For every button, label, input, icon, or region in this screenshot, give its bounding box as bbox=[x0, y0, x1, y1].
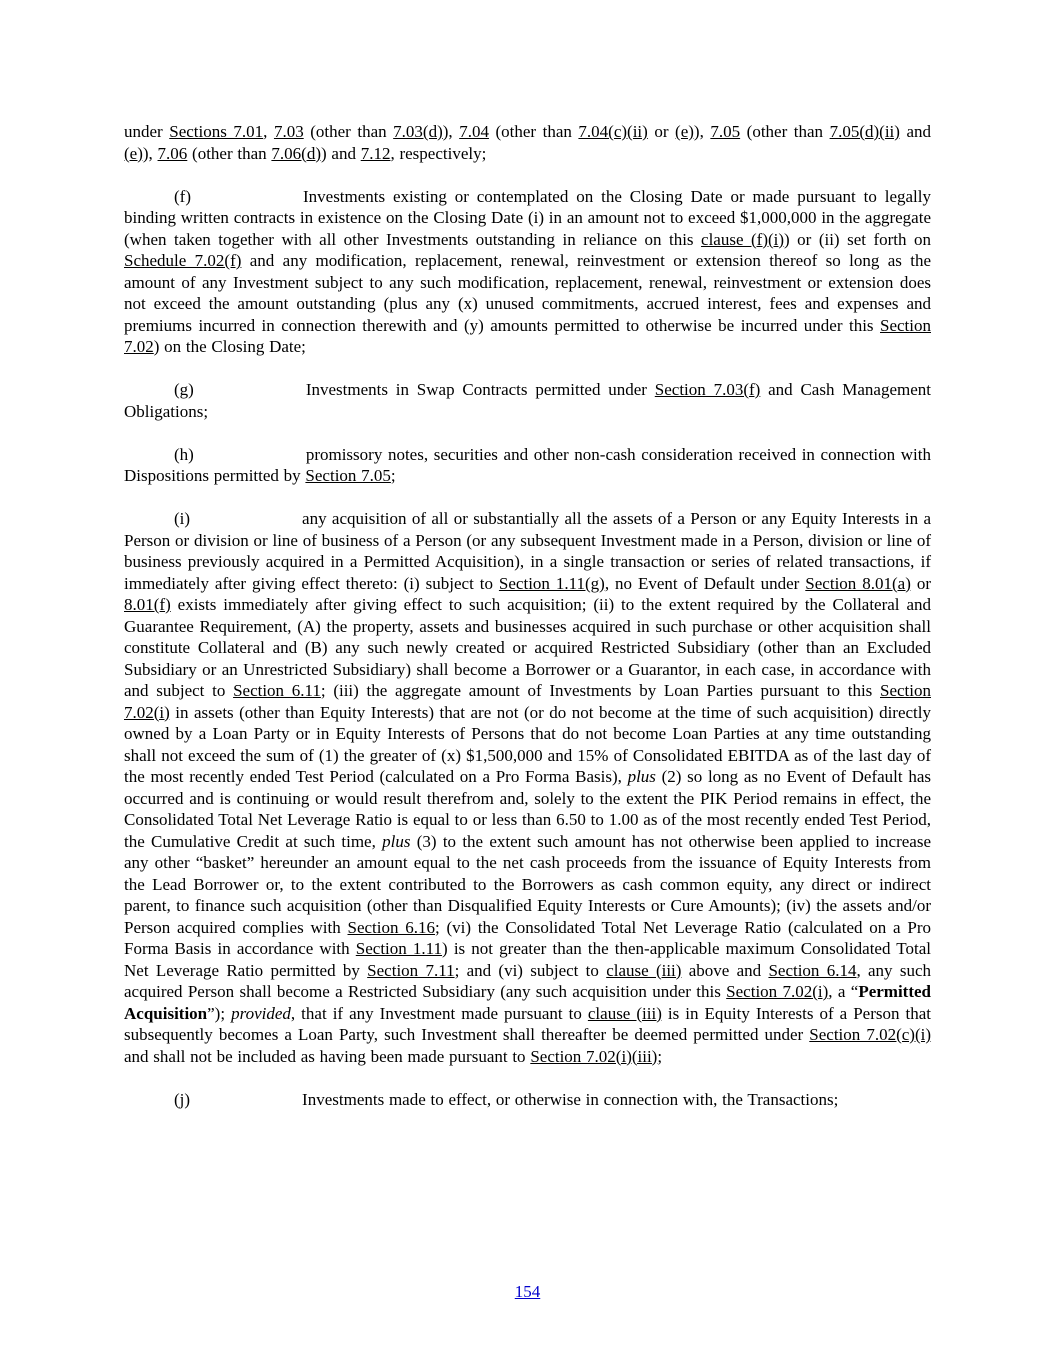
text-run: plus bbox=[382, 831, 411, 851]
text-run: exists immediately after giving effect to such acquisition; (ii) to the extent required by the Collateral and Guarantee Requirement, (A) the property, assets and businesses acquired in such purchase or other acquisition shall constitute Collateral and (B) any such newly created or acquired Restricted Subsidiary (other than an Excluded Subsidiary or an Unrestricted Subsidiary) shall become a Borrower or a Guarantor, in each case, in accordance with and subject to bbox=[124, 595, 931, 700]
page-footer bbox=[0, 1281, 1055, 1302]
section-reference: 7.05(d)(ii) bbox=[829, 122, 900, 141]
section-reference: clause (f)(i) bbox=[701, 229, 785, 249]
section-reference: Section 1.11 bbox=[355, 939, 443, 958]
text-run: ) is not greater than the then-applicable maximum Consolidated Total Net Leverage Ratio permitted by bbox=[124, 939, 931, 980]
paragraph-f bbox=[124, 186, 931, 358]
text-run: (other than bbox=[303, 122, 394, 141]
section-reference: Section 7.02(c)(i) bbox=[809, 1025, 932, 1044]
section-reference: Section 7.02(i) bbox=[726, 982, 829, 1001]
text-run: ) or (ii) set forth on bbox=[784, 229, 931, 249]
section-reference: Section 7.03(f) bbox=[654, 380, 761, 399]
text-run: ) and bbox=[320, 143, 361, 163]
text-run: ”); bbox=[207, 1003, 232, 1023]
paragraph-h bbox=[124, 444, 931, 487]
paragraph-j bbox=[124, 1089, 931, 1111]
section-reference: 7.04 bbox=[459, 122, 489, 141]
text-run: above and bbox=[681, 960, 769, 980]
document-body bbox=[124, 121, 931, 1132]
text-run: ; (iii) the aggregate amount of Investments by Loan Parties pursuant to this bbox=[320, 681, 880, 700]
text-run: (other than bbox=[488, 122, 579, 141]
section-reference: Section 1.11(g) bbox=[498, 573, 605, 593]
paragraph-label: (h) bbox=[174, 444, 194, 464]
section-reference: Section 7.02(i)(iii) bbox=[530, 1046, 658, 1066]
text-run: and bbox=[899, 122, 932, 141]
paragraph-label: (i) bbox=[174, 509, 191, 528]
section-reference: 7.05 bbox=[710, 122, 741, 141]
text-run: , that if any Investment made pursuant to bbox=[290, 1003, 588, 1023]
section-reference: Sections 7.01 bbox=[169, 122, 264, 141]
paragraph-i bbox=[124, 508, 931, 1067]
paragraph-label: (j) bbox=[174, 1089, 191, 1109]
paragraph-g bbox=[124, 379, 931, 422]
text-run: and any modification, replacement, renewal, reinvestment or extension thereof so long as the amount of any Investment subject to any such modification, replacement, renewal, reinvestment or extension does not exceed the amount outstanding (plus any (x) unused commitments, accrued interest, fees and expenses and premiums incurred in connection therewith and (y) amounts permitted to otherwise be incurred under this bbox=[124, 251, 931, 335]
text-run: ) on the Closing Date; bbox=[153, 337, 306, 356]
section-reference: 7.06 bbox=[157, 143, 188, 163]
section-reference: Section 6.16 bbox=[347, 917, 436, 937]
text-run: (3) to the extent such amount has not otherwise been applied to increase any other “basket” hereunder an amount equal to the net cash proceeds from the issuance of Equity Interests from the Lead Borrower or, to the extent contributed to the Borrowers as cash common equity, any direct or indirect parent, to finance such acquisition (other than Disqualified Equity Interests or Cure Amounts); (iv) the assets and/or Person acquired complies with bbox=[124, 831, 931, 937]
page-number-link[interactable]: 154 bbox=[514, 1282, 541, 1301]
section-reference: clause (iii) bbox=[606, 960, 682, 980]
text-run: ; and (vi) subject to bbox=[454, 960, 607, 980]
section-reference: 7.04(c)(ii) bbox=[578, 122, 648, 141]
text-run: any acquisition of all or substantially all the assets of a Person or any Equity Interests in a Person or division or line of business of a Person (or any subsequent Investment made in a Person, division or line of business previously acquired in a Permitted Acquisition), in a single transaction or series of related transactions, if immediately after giving effect thereto: (i) subject to bbox=[124, 509, 931, 593]
section-reference: 7.03 bbox=[273, 122, 304, 141]
paragraph-label: (f) bbox=[174, 186, 191, 206]
text-run: or bbox=[647, 122, 676, 141]
text-run: provided bbox=[231, 1003, 291, 1023]
section-reference: Section 7.02 bbox=[124, 315, 931, 356]
text-run: ; bbox=[390, 466, 396, 485]
text-run: promissory notes, securities and other non-cash consideration received in connection with Dispositions permitted by bbox=[124, 444, 931, 485]
text-run: , a “ bbox=[828, 982, 859, 1001]
text-run: , respectively; bbox=[390, 143, 487, 163]
text-run: is in Equity Interests of a Person that subsequently becomes a Loan Party, such Investment shall thereafter be deemed permitted under bbox=[124, 1003, 932, 1044]
text-run: (2) so long as no Event of Default has occurred and is continuing or would result therefrom and, solely to the extent the PIK Period remains in effect, the Consolidated Total Net Leverage Ratio is equal to or less than 6.50 to 1.00 as of the most recently ended Test Period, the Cumulative Credit at such time, bbox=[124, 767, 931, 851]
text-run: ), bbox=[442, 122, 460, 141]
text-run: , any such acquired Person shall become a Restricted Subsidiary (any such acquisition under this bbox=[124, 960, 931, 1001]
paragraph-continuation bbox=[124, 121, 931, 164]
text-run: and Cash Management Obligations; bbox=[124, 380, 931, 421]
section-reference: Section 6.11 bbox=[233, 681, 321, 700]
section-reference: Section 7.05 bbox=[305, 466, 391, 485]
text-run: or bbox=[910, 573, 931, 593]
text-run: (other than bbox=[187, 143, 272, 163]
text-run: Investments in Swap Contracts permitted under bbox=[305, 380, 655, 399]
text-run: , no Event of Default under bbox=[604, 573, 806, 593]
section-reference: (e) bbox=[675, 122, 694, 141]
text-run: , bbox=[263, 122, 274, 141]
text-run: under bbox=[124, 122, 170, 141]
text-run: plus bbox=[627, 767, 656, 786]
text-run: ; (vi) the Consolidated Total Net Leverage Ratio (calculated on a Pro Forma Basis in accordance with bbox=[124, 917, 931, 958]
text-run: ; bbox=[657, 1046, 663, 1066]
text-run: Investments made to effect, or otherwise in connection with, the Transactions; bbox=[302, 1089, 839, 1109]
section-reference: 7.12 bbox=[360, 143, 391, 163]
text-run: in assets (other than Equity Interests) that are not (or do not become at the time of such acquisition) directly owned by a Loan Party or in Equity Interests of Persons that do not become Loan Parties at any time outstanding shall not exceed the sum of (1) the greater of (x) $1,500,000 and 15% of Consolidated EBITDA as of the last day of the most recently ended Test Period (calculated on a Pro Forma Basis), bbox=[124, 702, 931, 786]
text-run: ), bbox=[142, 143, 158, 163]
section-reference: 7.06(d) bbox=[271, 143, 321, 163]
section-reference: Section 8.01(a) bbox=[805, 573, 911, 593]
section-reference: (e) bbox=[124, 143, 143, 163]
paragraph-label: (g) bbox=[174, 380, 194, 399]
text-run: Investments existing or contemplated on the Closing Date or made pursuant to legally binding written contracts in existence on the Closing Date (i) in an amount not to exceed $1,000,000 in the aggregate (when taken together with all other Investments outstanding in reliance on this bbox=[124, 186, 931, 249]
section-reference: Schedule 7.02(f) bbox=[124, 251, 242, 270]
section-reference: Section 6.14 bbox=[768, 960, 857, 980]
section-reference: Section 7.02(i) bbox=[124, 681, 931, 722]
text-run: ), bbox=[693, 122, 711, 141]
section-reference: clause (iii) bbox=[587, 1003, 662, 1023]
text-run: (other than bbox=[740, 122, 830, 141]
section-reference: 7.03(d) bbox=[393, 122, 443, 141]
section-reference: Section 7.11 bbox=[367, 960, 455, 980]
section-reference: 8.01(f) bbox=[124, 595, 171, 614]
text-run: and shall not be included as having been made pursuant to bbox=[124, 1046, 531, 1066]
text-run: Permitted Acquisition bbox=[124, 982, 931, 1023]
